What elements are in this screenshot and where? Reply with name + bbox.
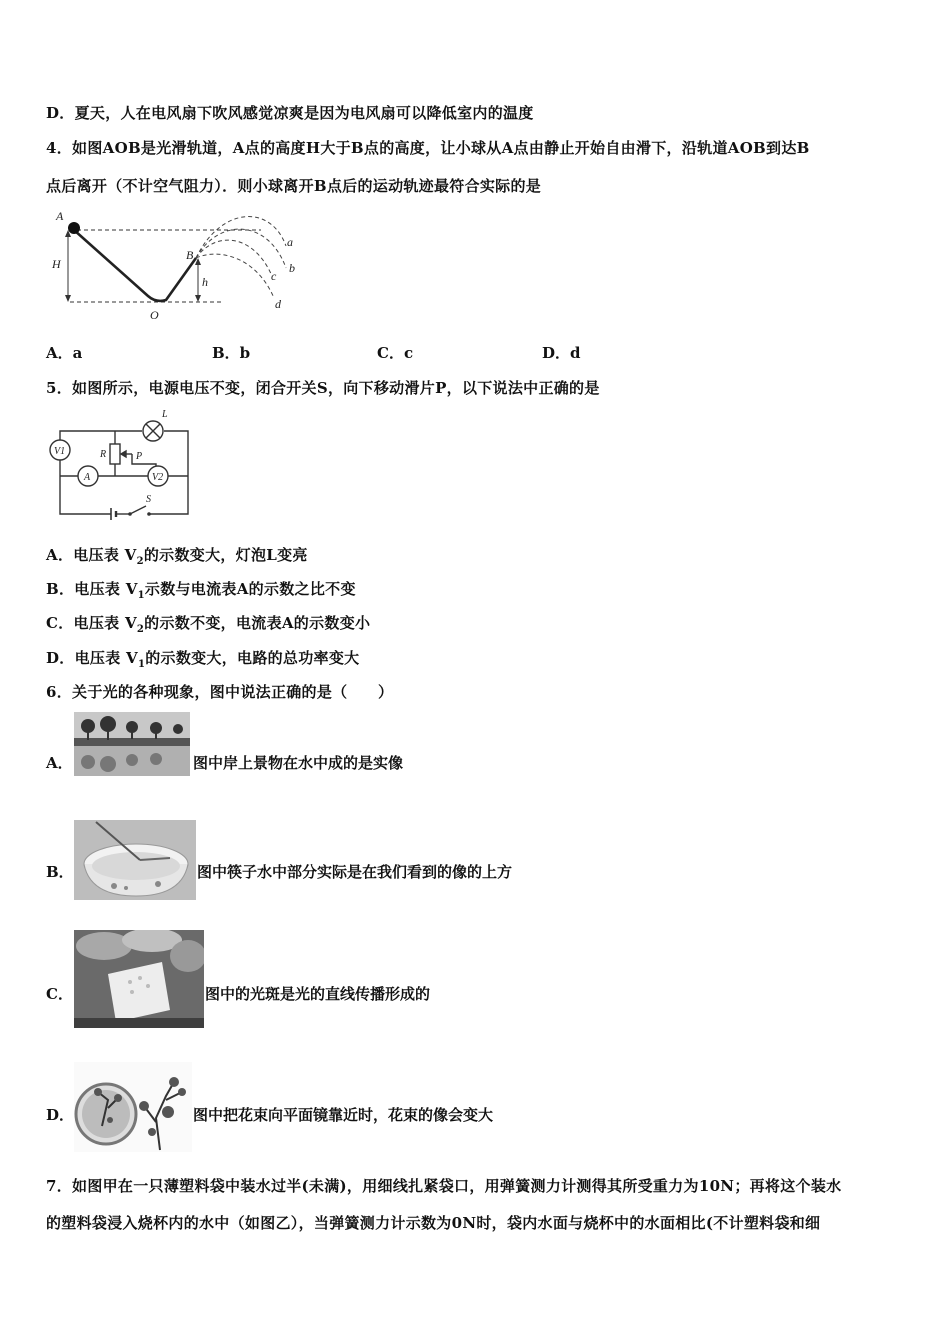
label-P: P (136, 451, 143, 462)
label-a: a (287, 235, 293, 249)
q5-stem: 5．如图所示，电源电压不变，闭合开关S，向下移动滑片P，以下说法中正确的是 (46, 379, 600, 397)
q5-option-a: A．电压表 $V_2$的示数变大，灯泡L变亮 (46, 546, 308, 567)
q7-stem-line2: 的塑料袋浸入烧杯内的水中（如图乙），当弹簧测力计示数为0N时，袋内水面与烧杯中的水面相比(不计塑料袋和细 (46, 1214, 821, 1232)
label-O: O (150, 308, 159, 322)
label-L: L (162, 409, 168, 420)
q6-option-b-label: B． (46, 863, 74, 881)
trajectory-b (196, 229, 286, 268)
label-V1: V1 (54, 446, 66, 457)
label-S: S (146, 494, 151, 505)
q7-stem-line1: 7．如图甲在一只薄塑料袋中装水过半(未满)，用细线扎紧袋口，用弹簧测力计测得其所受重力为10N；再将这个装水 (46, 1177, 842, 1195)
label-B: B (186, 248, 194, 262)
q6-option-a-text: 图中岸上景物在水中成的是实像 (193, 754, 404, 772)
label-b: b (289, 261, 295, 275)
q3-option-d: D．夏天，人在电风扇下吹风感觉凉爽是因为电风扇可以降低室内的温度 (46, 104, 534, 122)
q4-option-d: D．d (542, 344, 581, 362)
label-c: c (271, 269, 277, 283)
q6-stem: 6．关于光的各种现象，图中说法正确的是（ ） (46, 683, 394, 701)
q6-option-d-text: 图中把花束向平面镜靠近时，花束的像会变大 (193, 1106, 494, 1124)
q4-track-figure (46, 206, 306, 326)
label-V2: V2 (152, 472, 164, 483)
q4-stem-line2: 点后离开（不计空气阻力）．则小球离开B点后的运动轨迹最符合实际的是 (46, 177, 542, 195)
switch-S (130, 506, 146, 514)
trajectory-c (196, 240, 272, 276)
mirror-flowers-photo (74, 1062, 192, 1152)
q4-option-b: B．b (212, 344, 251, 362)
q5-option-b: B．电压表 $V_1$示数与电流表A的示数之比不变 (46, 580, 356, 601)
q6-option-a-label: A． (46, 754, 73, 772)
trajectory-a (196, 217, 286, 258)
q4-option-c: C．c (377, 344, 414, 362)
q5-option-d: D．电压表 $V_1$的示数变大，电路的总功率变大 (46, 649, 360, 670)
q6-option-c-text: 图中的光斑是光的直线传播形成的 (205, 985, 431, 1003)
ball (68, 222, 80, 234)
q4-option-a: A．a (46, 344, 83, 362)
q6-option-c-label: C． (46, 985, 73, 1003)
label-H: H (52, 257, 61, 271)
q5-option-c: C．电压表 $V_2$的示数不变，电流表A的示数变小 (46, 614, 371, 635)
light-spot-photo (74, 930, 204, 1028)
q6-option-b-text: 图中筷子水中部分实际是在我们看到的像的上方 (197, 863, 513, 881)
label-h: h (202, 275, 208, 289)
q4-stem-line1: 4．如图AOB是光滑轨道，A点的高度H大于B点的高度，让小球从A点由静止开始自由滑下，沿轨道AOB到达B (46, 139, 810, 157)
q5-circuit-figure (46, 404, 196, 524)
chopsticks-bowl-photo (74, 820, 196, 900)
label-d: d (275, 297, 281, 311)
q6-option-d-label: D． (46, 1106, 75, 1124)
wire-bottom (60, 460, 111, 514)
label-A: A (84, 472, 91, 483)
reflection-photo (74, 712, 190, 776)
resistor-R (110, 444, 120, 464)
label-R: R (100, 449, 107, 460)
wire-top-left (60, 431, 142, 440)
track-AOB (74, 230, 196, 301)
label-A: A (56, 209, 64, 223)
